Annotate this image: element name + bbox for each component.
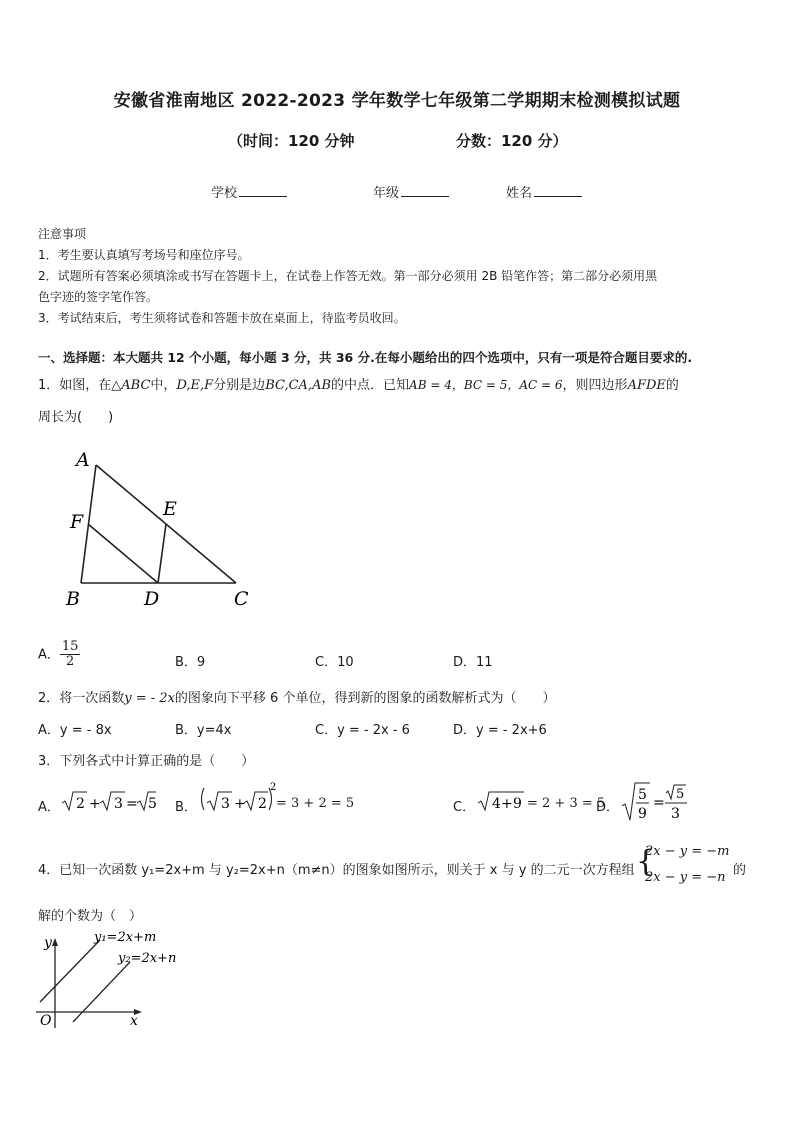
- line-y1-label: y₁=2x+m: [94, 930, 157, 945]
- label-a: A: [76, 449, 90, 471]
- note-item: 色字迹的签字笔作答。: [38, 290, 159, 304]
- notes-block: [38, 224, 657, 329]
- q1-option-a[interactable]: [38, 640, 80, 670]
- q3-option-c-formula: [476, 786, 526, 816]
- q3-option-c-result: = 2 + 3 = 5: [527, 796, 606, 811]
- fraction: [60, 640, 81, 670]
- q4-eq2: 2x − y = −n: [645, 870, 726, 885]
- name-label: 姓名: [506, 186, 533, 201]
- svg-text:3: 3: [221, 796, 230, 812]
- label-d: D: [144, 588, 160, 610]
- q1-quad: AFDE: [627, 378, 666, 393]
- svg-text:5: 5: [676, 787, 685, 802]
- q2-text: 的图象向下平移 6 个单位，得到新的图象的函数解析式为（ ）: [174, 691, 556, 706]
- grade-field: [373, 182, 449, 201]
- school-field: [211, 182, 287, 201]
- q2-option-a[interactable]: A．y = - 8x: [38, 723, 112, 738]
- line-y2-label: y₂=2x+n: [118, 951, 177, 966]
- q3-option-a-formula: [60, 786, 156, 816]
- grade-label: 年级: [373, 186, 400, 201]
- q1-text: 的中点．已知: [331, 378, 410, 393]
- q2-function: y = - 2x: [124, 691, 175, 706]
- school-label: 学校: [211, 186, 238, 201]
- svg-text:9: 9: [513, 796, 522, 812]
- segment-ed: [158, 524, 166, 583]
- q1-triangle: △ABC: [111, 378, 151, 393]
- notes-heading: 注意事项: [38, 227, 87, 241]
- q2-text: 2．将一次函数: [38, 691, 125, 706]
- q1-text: 的: [665, 378, 679, 393]
- svg-text:5: 5: [638, 787, 647, 803]
- exam-time: （时间：120 分钟: [228, 132, 355, 150]
- svg-text:=: =: [126, 796, 138, 812]
- name-blank[interactable]: [534, 184, 582, 197]
- note-item: 1．考生要认真填写考场号和座位序号。: [38, 248, 250, 262]
- label-e: E: [163, 498, 177, 520]
- y-axis-arrow: [52, 938, 58, 946]
- segment-fd: [88, 524, 158, 583]
- denominator: 2: [66, 654, 75, 670]
- q4-eq1: 2x − y = −m: [645, 844, 730, 859]
- q2-stem: [38, 687, 555, 706]
- q3-option-a-label[interactable]: A．: [38, 800, 60, 815]
- label-c: C: [234, 588, 249, 610]
- q4-graph: [30, 924, 200, 1034]
- section-heading: 一、选择题：本大题共 12 个小题，每小题 3 分，共 36 分.在每小题给出的四个选项中，只有一项是符合题目要求的.: [38, 350, 693, 365]
- q1-option-c[interactable]: C．10: [315, 655, 354, 670]
- option-label: A．: [38, 647, 60, 663]
- q3-option-d-formula: [620, 780, 690, 824]
- q3-option-c-label[interactable]: C．: [453, 800, 476, 815]
- q3-option-b-formula: [198, 780, 277, 816]
- svg-text:4: 4: [492, 796, 501, 812]
- brace: {: [636, 844, 656, 879]
- q1-text: 1．如图，在: [38, 378, 112, 393]
- svg-text:=: =: [653, 795, 665, 811]
- q3-option-b-label[interactable]: B．: [175, 800, 197, 815]
- note-item: 3．考试结束后，考生须将试卷和答题卡放在桌面上，待监考员收回。: [38, 311, 406, 325]
- q4-stem: 4．已知一次函数 y₁=2x+m 与 y₂=2x+n（m≠n）的图象如图所示，则关于 x 与 y 的二元一次方程组: [38, 863, 635, 878]
- svg-text:2: 2: [270, 782, 277, 793]
- svg-text:2: 2: [258, 796, 267, 812]
- svg-text:2: 2: [76, 796, 85, 812]
- q1-given: AB = 4，BC = 5，AC = 6: [409, 378, 563, 392]
- q4-stem-line2: 解的个数为（ ）: [38, 909, 143, 924]
- label-f: F: [70, 511, 84, 533]
- q1-stem-line1: [38, 374, 679, 393]
- q1-option-d[interactable]: D．11: [453, 655, 493, 670]
- q2-option-b[interactable]: B．y=4x: [175, 723, 232, 738]
- svg-text:+: +: [89, 796, 101, 812]
- y-axis-label: y: [44, 935, 52, 951]
- svg-text:3: 3: [114, 796, 123, 812]
- label-b: B: [66, 588, 80, 610]
- q3-option-d-label[interactable]: D．: [596, 800, 620, 815]
- q2-option-d[interactable]: D．y = - 2x+6: [453, 723, 547, 738]
- q1-points: D,E,F: [176, 378, 214, 393]
- page-title: 安徽省淮南地区 2022-2023 学年数学七年级第二学期期末检测模拟试题: [113, 91, 681, 111]
- q1-triangle-figure: [60, 440, 270, 620]
- q1-option-b[interactable]: B．9: [175, 655, 206, 670]
- numerator: 15: [61, 639, 79, 654]
- svg-text:+: +: [234, 796, 246, 812]
- q4-stem-tail: 的: [733, 863, 747, 878]
- grade-blank[interactable]: [401, 184, 449, 197]
- q2-option-c[interactable]: C．y = - 2x - 6: [315, 723, 410, 738]
- x-axis-label: x: [130, 1013, 138, 1029]
- svg-text:5: 5: [148, 796, 157, 812]
- exam-score: 分数：120 分）: [456, 132, 568, 150]
- q1-stem-line2: 周长为( ): [38, 410, 114, 425]
- svg-text:+: +: [501, 796, 513, 812]
- q3-stem: 3．下列各式中计算正确的是（ ）: [38, 754, 255, 769]
- svg-text:9: 9: [638, 806, 647, 822]
- svg-text:3: 3: [671, 806, 680, 822]
- line-y2: [73, 962, 130, 1022]
- q3-option-b-result: = 3 + 2 = 5: [276, 796, 355, 811]
- q1-text: 中，: [150, 378, 177, 393]
- note-item: 2．试题所有答案必须填涂或书写在答题卡上，在试卷上作答无效。第一部分必须用 2B 铅笔作答；第二部分必须用黑: [38, 269, 658, 283]
- origin-label: O: [40, 1013, 52, 1029]
- name-field: [506, 182, 582, 201]
- q1-sides: BC,CA,AB: [265, 378, 332, 393]
- q1-text: 分别是边: [213, 378, 266, 393]
- school-blank[interactable]: [239, 184, 287, 197]
- q1-text: ，则四边形: [562, 378, 628, 393]
